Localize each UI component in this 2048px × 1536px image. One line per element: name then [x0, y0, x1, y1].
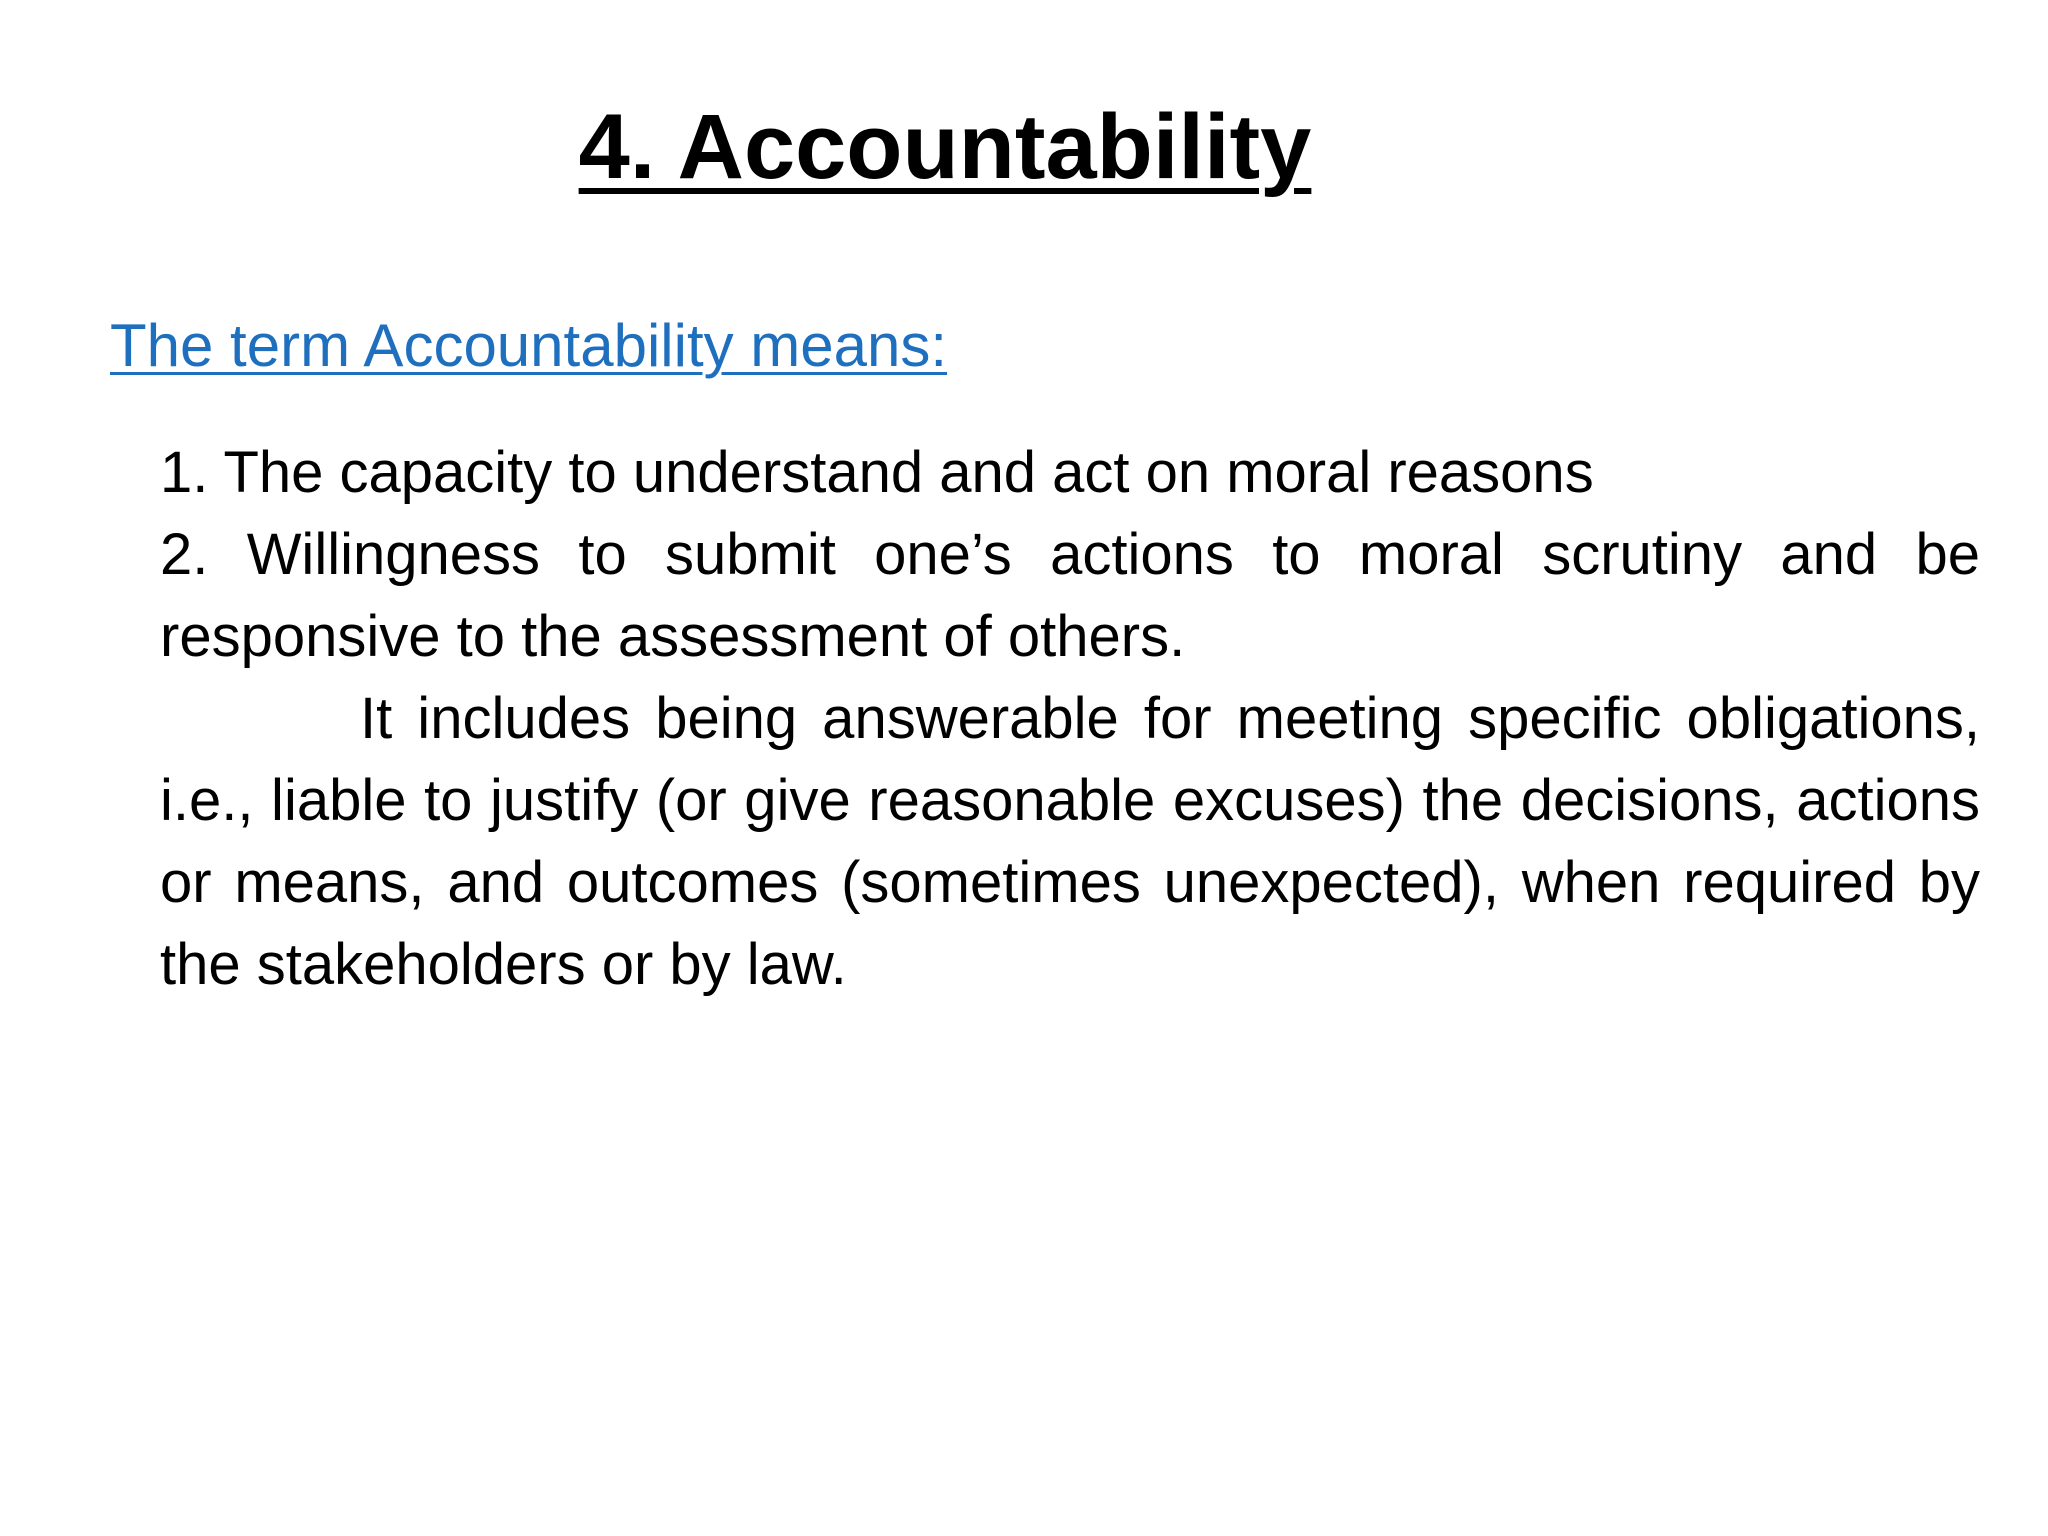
slide-title: 4. Accountability: [578, 96, 1312, 198]
point-1: 1. The capacity to understand and act on moral reasons: [160, 440, 1594, 505]
slide-body: [160, 432, 1980, 1006]
point-2: 2. Willingness to submit one’s actions to moral scrutiny and be responsive to the assessment of others.: [160, 522, 1980, 669]
slide-subtitle: The term Accountability means:: [110, 312, 948, 379]
explanation-paragraph: It includes being answerable for meeting specific obligations, i.e., liable to justify (or give reasonable excuses) the decisions, actions or means, and outcomes (sometimes unexpected), when required by the stakeholders or by law.: [160, 686, 1980, 997]
